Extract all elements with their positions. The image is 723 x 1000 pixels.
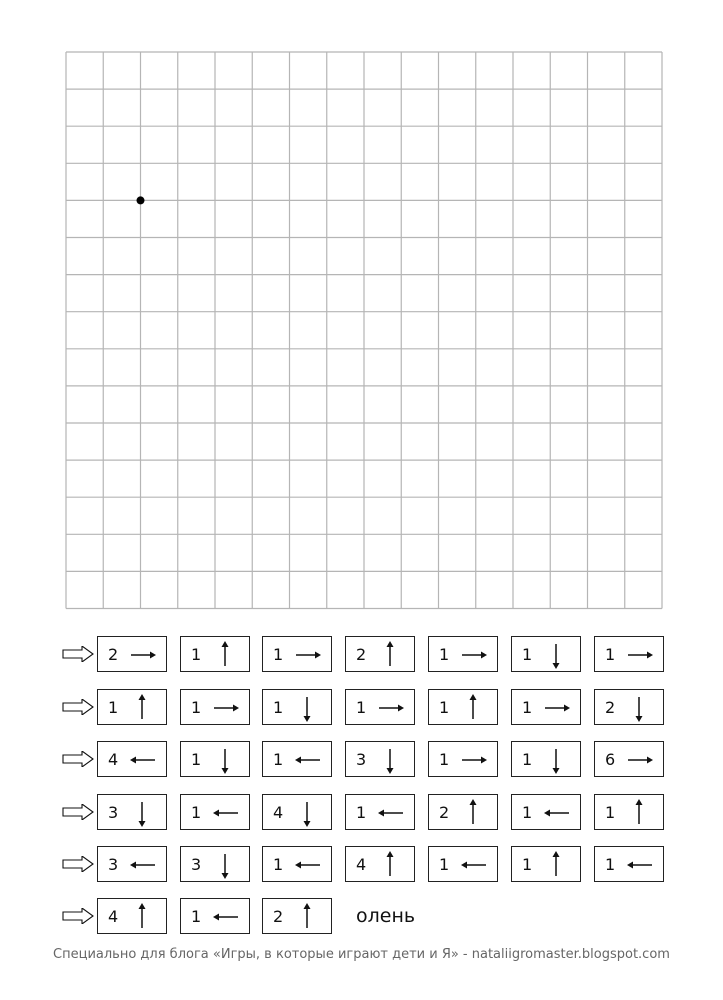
arrow-left-icon (98, 742, 168, 778)
arrow-down-icon (512, 742, 582, 778)
command-count: 1 (439, 698, 450, 717)
command-box (428, 636, 498, 672)
command-box (97, 846, 167, 882)
arrow-up-icon (346, 637, 416, 673)
arrow-up-icon (429, 690, 499, 726)
arrow-up-icon (429, 795, 499, 831)
command-box (180, 741, 250, 777)
command-count: 1 (605, 803, 616, 822)
arrow-up-icon (98, 690, 168, 726)
command-count: 2 (108, 645, 119, 664)
command-count: 1 (273, 750, 284, 769)
command-count: 2 (605, 698, 616, 717)
command-box (594, 794, 664, 830)
command-box (594, 689, 664, 725)
arrow-right-icon (98, 637, 168, 673)
command-count: 1 (356, 698, 367, 717)
command-count: 1 (273, 698, 284, 717)
arrow-up-icon (181, 637, 251, 673)
command-count: 1 (522, 698, 533, 717)
command-box (345, 689, 415, 725)
command-box (428, 689, 498, 725)
command-count: 1 (273, 645, 284, 664)
row-pointer-arrow-icon (62, 908, 94, 924)
row-pointer-arrow-icon (62, 699, 94, 715)
command-box (345, 794, 415, 830)
arrow-left-icon (429, 847, 499, 883)
command-box (262, 636, 332, 672)
command-count: 2 (356, 645, 367, 664)
arrow-up-icon (346, 847, 416, 883)
command-box (97, 636, 167, 672)
arrow-down-icon (263, 690, 333, 726)
command-count: 3 (108, 855, 119, 874)
command-count: 1 (191, 750, 202, 769)
command-box (262, 846, 332, 882)
command-box (594, 636, 664, 672)
arrow-right-icon (263, 637, 333, 673)
arrow-down-icon (98, 795, 168, 831)
command-box (345, 741, 415, 777)
start-dot (137, 196, 145, 204)
arrow-left-icon (263, 847, 333, 883)
command-count: 1 (439, 645, 450, 664)
command-box (262, 741, 332, 777)
command-count: 1 (191, 803, 202, 822)
command-count: 2 (273, 907, 284, 926)
arrow-left-icon (346, 795, 416, 831)
arrow-left-icon (263, 742, 333, 778)
command-box (428, 846, 498, 882)
row-pointer-arrow-icon (62, 804, 94, 820)
command-count: 1 (522, 855, 533, 874)
command-count: 3 (191, 855, 202, 874)
arrow-up-icon (98, 899, 168, 935)
command-count: 2 (439, 803, 450, 822)
arrow-right-icon (595, 742, 665, 778)
command-box (262, 898, 332, 934)
command-count: 1 (356, 803, 367, 822)
arrow-right-icon (429, 637, 499, 673)
command-box (345, 846, 415, 882)
command-box (511, 741, 581, 777)
arrow-right-icon (512, 690, 582, 726)
command-count: 1 (273, 855, 284, 874)
command-box (345, 636, 415, 672)
arrow-down-icon (346, 742, 416, 778)
row-pointer-arrow-icon (62, 856, 94, 872)
arrow-left-icon (512, 795, 582, 831)
arrow-down-icon (181, 742, 251, 778)
command-count: 1 (605, 855, 616, 874)
arrow-left-icon (181, 899, 251, 935)
command-box (428, 741, 498, 777)
command-count: 4 (356, 855, 367, 874)
command-box (511, 689, 581, 725)
command-count: 1 (191, 907, 202, 926)
command-count: 3 (108, 803, 119, 822)
arrow-up-icon (263, 899, 333, 935)
command-count: 1 (191, 645, 202, 664)
row-pointer-arrow-icon (62, 751, 94, 767)
arrow-down-icon (512, 637, 582, 673)
arrow-up-icon (512, 847, 582, 883)
command-count: 1 (605, 645, 616, 664)
command-box (97, 741, 167, 777)
arrow-left-icon (181, 795, 251, 831)
command-box (594, 846, 664, 882)
arrow-left-icon (595, 847, 665, 883)
command-count: 1 (439, 855, 450, 874)
arrow-right-icon (595, 637, 665, 673)
command-count: 1 (522, 750, 533, 769)
arrow-right-icon (181, 690, 251, 726)
command-box (428, 794, 498, 830)
command-count: 1 (191, 698, 202, 717)
command-box (97, 794, 167, 830)
command-count: 4 (108, 907, 119, 926)
command-box (97, 689, 167, 725)
command-count: 1 (522, 803, 533, 822)
command-box (511, 636, 581, 672)
command-box (180, 846, 250, 882)
command-box (594, 741, 664, 777)
command-box (511, 794, 581, 830)
command-count: 4 (108, 750, 119, 769)
command-box (180, 794, 250, 830)
arrow-down-icon (181, 847, 251, 883)
command-box (180, 898, 250, 934)
answer-word: олень (356, 905, 416, 927)
command-count: 6 (605, 750, 616, 769)
arrow-right-icon (429, 742, 499, 778)
command-box (511, 846, 581, 882)
command-box (180, 636, 250, 672)
arrow-up-icon (595, 795, 665, 831)
command-box (180, 689, 250, 725)
row-pointer-arrow-icon (62, 646, 94, 662)
arrow-down-icon (595, 690, 665, 726)
arrow-right-icon (346, 690, 416, 726)
arrow-left-icon (98, 847, 168, 883)
command-box (97, 898, 167, 934)
command-count: 4 (273, 803, 284, 822)
command-count: 1 (439, 750, 450, 769)
command-count: 3 (356, 750, 367, 769)
footer-credit: Специально для блога «Игры, в которые играют дети и Я» - nataliigromaster.blogspot.com (53, 947, 670, 962)
command-box (262, 689, 332, 725)
command-box (262, 794, 332, 830)
arrow-down-icon (263, 795, 333, 831)
command-count: 1 (522, 645, 533, 664)
command-count: 1 (108, 698, 119, 717)
